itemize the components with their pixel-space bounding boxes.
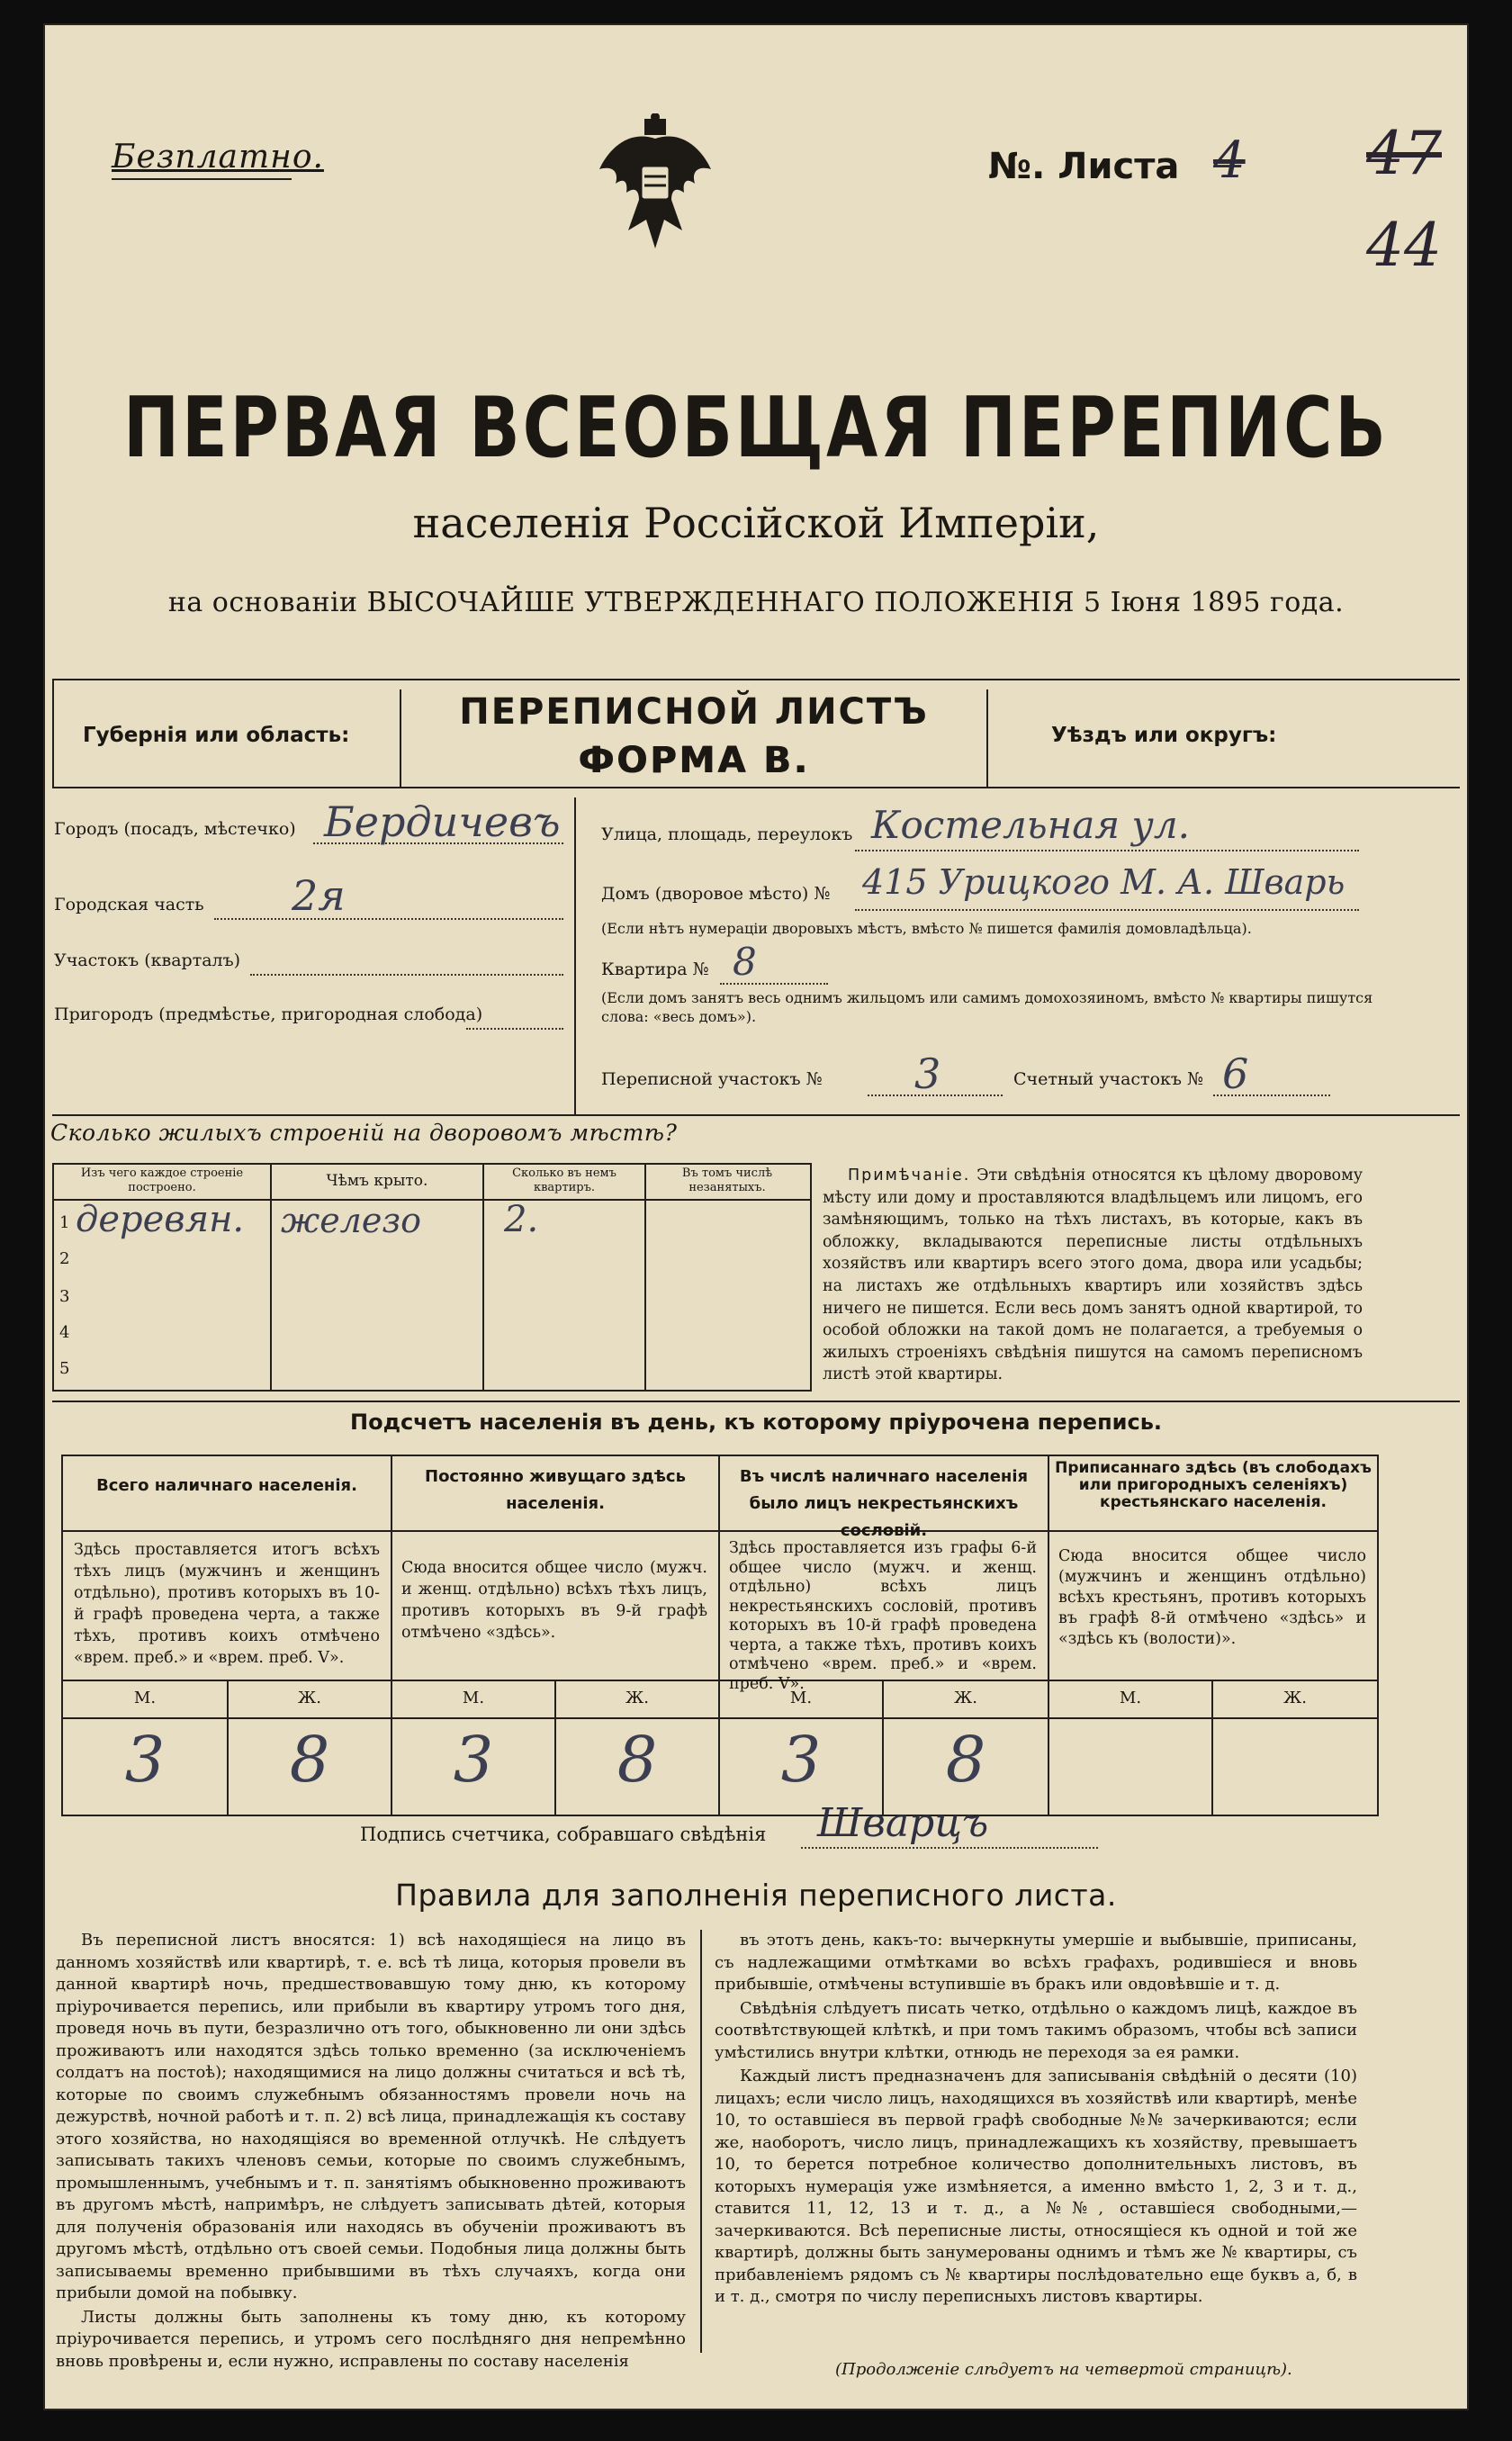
rules-continued: (Продолженіе слѣдуетъ на четвертой страницѣ). xyxy=(835,2360,1292,2379)
form-label: ФОРМА В. xyxy=(578,740,810,781)
count-area-value: 6 xyxy=(1222,1049,1249,1098)
count-head-rule xyxy=(63,1530,1377,1532)
street-label: Улица, площадь, переулокъ xyxy=(601,824,853,844)
signature-value: Шварцъ xyxy=(817,1800,989,1846)
rules-right-paragraph: Каждый листъ предназначенъ для записыванія свѣдѣній о десяти (10) лицахъ; если число лицъ, находящихся въ хозяйствѣ или квартирѣ, менѣе 10, то оставшіеся въ первой графѣ свободные №№ зачеркиваются; если же, наоборотъ, число лицъ, принадлежащихъ къ хозяйству, превышаетъ 10, то берется потребное количество дополнительныхъ листовъ, въ которыхъ нумерація уже измѣняется, а именно вмѣсто 1, 2, 3 и т. д., ставится 11, 12, 13 и т. д., а №№, оставшіеся свободными,—зачеркиваются. Всѣ переписные листы, относящіеся къ одной и той же квартирѣ, должны быть занумерованы однимъ и тѣмъ же № квартиры, съ прибавленіемъ рядомъ съ № квартиры послѣдовательно еще буквъ а, б, в и т. д., смотря по числу переписныхъ листовъ квартиры. xyxy=(715,2067,1357,2306)
rules-left-column xyxy=(56,1930,686,2374)
count-head-4: Приписаннаго здѣсь (въ слободахъ или пригородныхъ селеніяхъ) крестьянскаго населенія. xyxy=(1055,1459,1372,1511)
sheet-number-label: №. Листа xyxy=(988,146,1180,187)
census-area-value: 3 xyxy=(914,1049,941,1098)
signature-label: Подпись счетчика, собравшаго свѣдѣнія xyxy=(360,1824,767,1845)
rules-right-paragraph: Свѣдѣнія слѣдуетъ писать четко, отдѣльно о каждомъ лицѣ, каждое въ соотвѣтствующей клѣткѣ, и при томъ такимъ образомъ, чтобы всѣ записи умѣстились внутри клѣтки, отнюдь не переходя за ея рамки. xyxy=(715,1998,1357,2062)
count-m-value-2: 3 xyxy=(453,1723,494,1797)
row-number: 5 xyxy=(59,1359,70,1378)
buildings-header-apartments: Сколько въ немъ квартиръ. xyxy=(512,1166,616,1194)
sheet-number-value: 4 xyxy=(1213,131,1246,190)
census-main-title: ПЕРВАЯ ВСЕОБЩАЯ ПЕРЕПИСЬ xyxy=(123,380,1389,477)
count-desc-4: Сюда вносится общее число (мужчинъ и женщинъ отдѣльно) всѣхъ крестьянъ, противъ которыхъ въ графѣ 8-й отмѣчено «здѣсь» и «здѣсь къ (волости)». xyxy=(1058,1547,1366,1648)
count-f-label-1: Ж. xyxy=(298,1689,321,1707)
row-number: 1 xyxy=(59,1213,70,1232)
house-label: Домъ (дворовое мѣсто) № xyxy=(601,884,831,904)
city-part-line xyxy=(214,918,563,920)
table-row xyxy=(54,1280,810,1316)
table-row xyxy=(54,1242,810,1278)
buildings-header-vacant: Въ томъ числѣ незанятыхъ. xyxy=(681,1166,773,1194)
rules-right-paragraph: въ этотъ день, какъ-то: вычеркнуты умершіе и выбывшіе, приписаны, съ надлежащими отмѣтками во всѣхъ графахъ, родившіеся и вновь прибывшіе, отмѣчены вступившіе въ бракъ или овдовѣвшіе и т. д. xyxy=(715,1931,1357,1994)
count-m-label-2: М. xyxy=(462,1689,485,1707)
table-row xyxy=(54,1316,810,1352)
street-value: Костельная ул. xyxy=(871,803,1190,847)
table-row xyxy=(54,1352,810,1388)
sheet-form-title: ПЕРЕПИСНОЙ ЛИСТЪ xyxy=(459,691,929,733)
count-area-label: Счетный участокъ № xyxy=(1013,1069,1203,1089)
note-lead: Примѣчаніе. xyxy=(848,1166,971,1184)
count-f-value-1: 8 xyxy=(289,1723,330,1797)
rules-title: Правила для заполненія переписного листа. xyxy=(395,1878,1117,1913)
rules-left-paragraph: Въ переписной листъ вносятся: 1) всѣ находящіеся на лицо въ данномъ хозяйствѣ или квартирѣ, т. е. всѣ тѣ лица, которыя провели въ данной квартирѣ ночь, предшествовавшую тому дню, къ которому пріурочивается перепись, или прибыли въ квартиру утромъ того дня, проведя ночь въ пути, безразлично отъ того, обыкновенно ли они здѣсь проживаютъ или находятся здѣсь только временно (за исключеніемъ солдатъ на постоѣ); находящимися на лицо должны считаться и всѣ тѣ, которые по своимъ служебнымъ обязанностямъ провели ночь на дежурствѣ, ночной работѣ и т. п. 2) всѣ лица, принадлежащія къ составу этого хозяйства, но находящіяся во временной отлучкѣ. Не слѣдуетъ записывать такихъ членовъ семьи, которые по своимъ служебнымъ, промышленнымъ, учебнымъ и т. п. занятіямъ обыкновенно проживаютъ въ другомъ мѣстѣ, напримѣръ, не слѣдуетъ записывать дѣтей, которыя для полученія образованія или находясь въ обученіи проживаютъ въ другомъ мѣстѣ, отдѣльно отъ своей семьи. Подобныя лица должны быть записываемы временно прибывшими въ тѣхъ случаяхъ, когда они прибыли домой на побывку. xyxy=(56,1931,686,2302)
count-col-divider-3 xyxy=(1048,1456,1049,1815)
city-part-label: Городская часть xyxy=(54,895,204,914)
precinct-line xyxy=(250,974,563,976)
precinct-label: Участокъ (кварталъ) xyxy=(54,950,241,970)
count-title: Подсчетъ населенія въ день, къ которому пріурочена перепись. xyxy=(350,1410,1162,1435)
suburb-line xyxy=(466,1028,563,1030)
corner-mark-2: 44 xyxy=(1366,211,1442,280)
table-row xyxy=(54,1199,810,1240)
free-label: Безплатно. xyxy=(112,139,324,176)
address-bottom-rule xyxy=(52,1114,1460,1116)
census-area-label: Переписной участокъ № xyxy=(601,1069,823,1089)
count-m-value-1: 3 xyxy=(124,1723,166,1797)
count-head-2: Постоянно живущаго здѣсь населенія. xyxy=(425,1467,686,1513)
buildings-header-roof: Чѣмъ крыто. xyxy=(326,1172,428,1190)
row-apartments: 2. xyxy=(504,1199,539,1240)
district-label: Уѣздъ или округъ: xyxy=(1051,724,1277,747)
buildings-table xyxy=(52,1163,812,1392)
signature-line xyxy=(801,1847,1098,1849)
census-basis-line: на основаніи ВЫСОЧАЙШЕ УТВЕРЖДЕННАГО ПОЛОЖЕНІЯ 5 Іюня 1895 года. xyxy=(167,587,1345,618)
count-head-3: Въ числѣ наличнаго населенія было лицъ некрестьянскихъ сословій. xyxy=(739,1467,1029,1540)
apartment-label: Квартира № xyxy=(601,959,709,979)
rules-left-paragraph: Листы должны быть заполнены къ тому дню, къ которому пріурочивается перепись, и утромъ сего послѣдняго дня непремѣнно вновь провѣрены и, если нужно, исправлены по составу населенія xyxy=(56,2307,686,2371)
count-m-label-3: М. xyxy=(789,1689,813,1707)
count-head-1: Всего наличнаго населенія. xyxy=(96,1476,357,1495)
census-sheet xyxy=(43,23,1469,2410)
count-sex-rule xyxy=(63,1717,1377,1719)
buildings-bottom-rule xyxy=(52,1401,1460,1402)
count-f-label-4: Ж. xyxy=(1283,1689,1307,1707)
count-m-label-4: М. xyxy=(1119,1689,1142,1707)
house-note: (Если нѣтъ нумераціи дворовыхъ мѣстъ, вмѣсто № пишется фамилія домовладѣльца). xyxy=(601,920,1252,937)
count-m-value-3: 3 xyxy=(780,1723,822,1797)
apartment-value: 8 xyxy=(733,940,757,984)
count-f-label-2: Ж. xyxy=(626,1689,649,1707)
count-m-label-1: М. xyxy=(133,1689,157,1707)
census-subtitle: населенія Россійской Имперіи, xyxy=(412,499,1100,547)
count-f-value-3: 8 xyxy=(945,1723,986,1797)
buildings-note xyxy=(823,1165,1363,1386)
apartment-note: (Если домъ занятъ весь однимъ жильцомъ или самимъ домохозяиномъ, вмѣсто № квартиры пишутся слова: «весь домъ»). xyxy=(601,989,1373,1025)
address-divider xyxy=(574,797,576,1114)
note-text: Эти свѣдѣнія относятся къ цѣлому дворовому мѣсту или дому и проставляются владѣльцемъ или лицомъ, его замѣняющимъ, только на тѣхъ листахъ, въ которые, какъ въ обложку, вкладываются переписные листы отдѣльныхъ хозяйствъ или квартиръ всего этого дома, двора или усадьбы; на листахъ же отдѣльныхъ квартиръ или хозяйствъ здѣсь ничего не пишется. Если весь домъ занятъ одной квартирой, то особой обложки на такой домъ не полагается, а требуемыя о жилыхъ строеніяхъ свѣдѣнія пишутся на самомъ переписномъ листѣ этой квартиры. xyxy=(823,1166,1363,1384)
count-f-value-2: 8 xyxy=(616,1723,658,1797)
band-left-edge xyxy=(52,679,54,787)
row-roof: железо xyxy=(281,1201,421,1240)
row-number: 2 xyxy=(59,1249,70,1268)
count-desc-rule xyxy=(63,1680,1377,1681)
row-number: 4 xyxy=(59,1323,70,1342)
city-part-value: 2я xyxy=(292,871,346,920)
buildings-header-material: Изъ чего каждое строеніе построено. xyxy=(80,1166,244,1194)
city-value: Бердичевъ xyxy=(324,797,561,846)
imperial-eagle-emblem xyxy=(592,113,718,257)
row-material: деревян. xyxy=(76,1199,245,1240)
rules-divider xyxy=(700,1930,702,2353)
count-desc-1: Здѣсь проставляется итогъ всѣхъ тѣхъ лицъ (мужчинъ и женщинъ отдѣльно), противъ которыхъ въ 10-й графѣ проведена черта, а также тѣхъ, противъ коихъ отмѣчено «врем. преб.» и «врем. преб. V». xyxy=(74,1541,380,1667)
band-top-rule xyxy=(52,679,1460,680)
header-left-rule xyxy=(112,178,292,180)
city-label: Городъ (посадъ, мѣстечко) xyxy=(54,819,296,839)
province-label: Губернія или область: xyxy=(83,724,350,747)
rules-right-column xyxy=(715,1930,1357,2310)
house-line xyxy=(855,909,1359,911)
house-value: 415 Урицкого М. А. Шварь xyxy=(862,862,1346,902)
count-desc-3: Здѣсь проставляется изъ графы 6-й общее число (мужч. и женщ. отдѣльно) всѣхъ лицъ некрестьянскихъ сословій, противъ которыхъ въ 10-й графѣ проведена черта, а также тѣхъ, противъ коихъ отмѣчено «врем. преб.» и «врем. преб. V». xyxy=(729,1539,1037,1693)
buildings-question: Сколько жилыхъ строеній на дворовомъ мѣстѣ? xyxy=(50,1120,678,1146)
count-table xyxy=(61,1455,1379,1816)
count-f-label-3: Ж. xyxy=(954,1689,977,1707)
street-line xyxy=(855,850,1359,851)
band-bottom-rule xyxy=(52,787,1460,788)
corner-mark-1: 47 xyxy=(1366,119,1442,188)
count-desc-2: Сюда вносится общее число (мужч. и женщ. отдѣльно) всѣхъ тѣхъ лицъ, противъ которыхъ въ 9-й графѣ отмѣчено «здѣсь». xyxy=(401,1559,707,1642)
row-number: 3 xyxy=(59,1287,70,1306)
suburb-label: Пригородъ (предмѣстье, пригородная слобода) xyxy=(54,1004,483,1024)
